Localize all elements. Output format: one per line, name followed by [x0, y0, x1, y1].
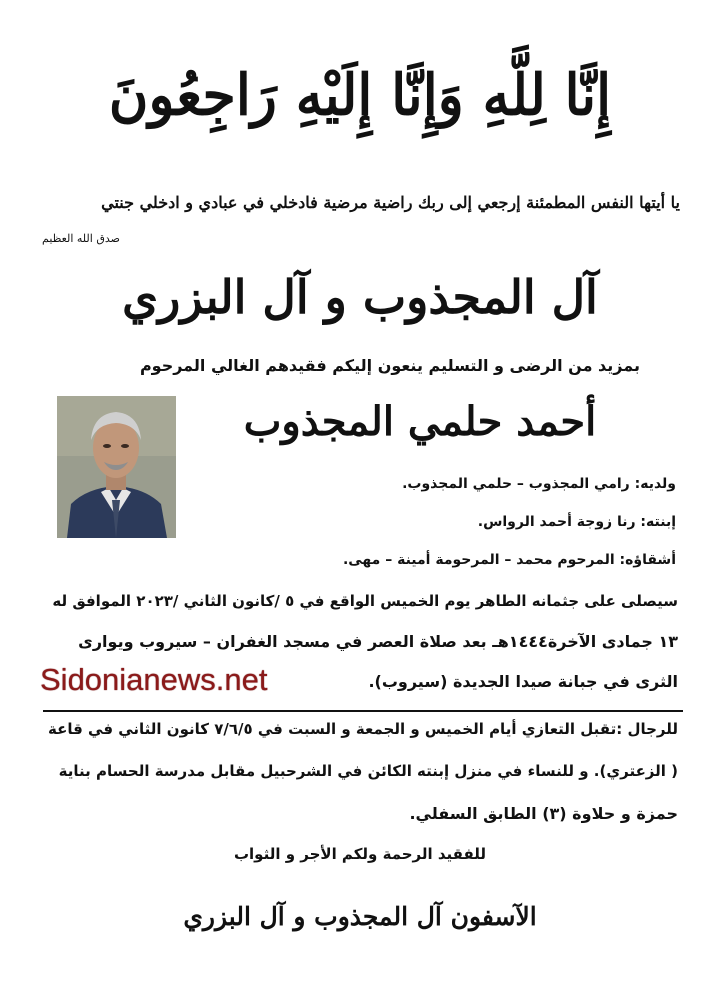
daughter-line: إبنته: رنا زوجة أحمد الرواس.	[477, 514, 676, 530]
funeral-line-2: ١٣ جمادى الآخرة١٤٤٤هـ بعد صلاة العصر في مسجد الغفران – سيروب ويوارى	[78, 632, 678, 651]
announcement-line: بمزيد من الرضى و التسليم ينعون إليكم فقيدهم الغالي المرحوم	[139, 356, 640, 375]
portrait-image	[57, 396, 176, 538]
deceased-name: أحمد حلمي المجذوب	[243, 398, 597, 445]
quranic-calligraphy-heading: إِنَّا لِلَّهِ وَإِنَّا إِلَيْهِ رَاجِعُونَ	[108, 61, 612, 129]
section-divider	[43, 710, 683, 712]
deceased-photo	[57, 396, 176, 538]
funeral-line-1: سيصلى على جثمانه الطاهر يوم الخميس الواقع في ٥ /كانون الثاني /٢٠٢٣ الموافق له	[52, 592, 678, 610]
siblings-line: أشقاؤه: المرحوم محمد – المرحومة أمينة – مهى.	[342, 552, 676, 568]
closing-prayer: للفقيد الرحمة ولكم الأجر و الثواب	[233, 845, 487, 863]
funeral-line-3: الثرى في جبانة صيدا الجديدة (سيروب).	[368, 672, 678, 691]
condolence-line-2: ( الزعتري). و للنساء في منزل إبنته الكائن في الشرحبيل مقابل مدرسة الحسام بناية	[58, 762, 678, 780]
condolence-line-3: حمزة و حلاوة (٣) الطابق السفلي.	[409, 804, 678, 823]
mourners-signature: الآسفون آل المجذوب و آل البزري	[183, 902, 537, 931]
families-title: آل المجذوب و آل البزري	[122, 270, 598, 324]
condolence-line-1: للرجال :تقبل التعازي أيام الخميس و الجمعة و السبت في ٧/٦/٥ كانون الثاني في قاعة	[48, 720, 678, 738]
quranic-verse: يا أيتها النفس المطمئنة إرجعي إلى ربك راضية مرضية فادخلي في عبادي و ادخلي جنتي	[101, 193, 680, 212]
site-watermark: Sidonianews.net	[40, 662, 268, 697]
verse-source: صدق الله العظيم	[42, 232, 120, 245]
sons-line: ولديه: رامي المجذوب – حلمي المجذوب.	[402, 476, 676, 492]
